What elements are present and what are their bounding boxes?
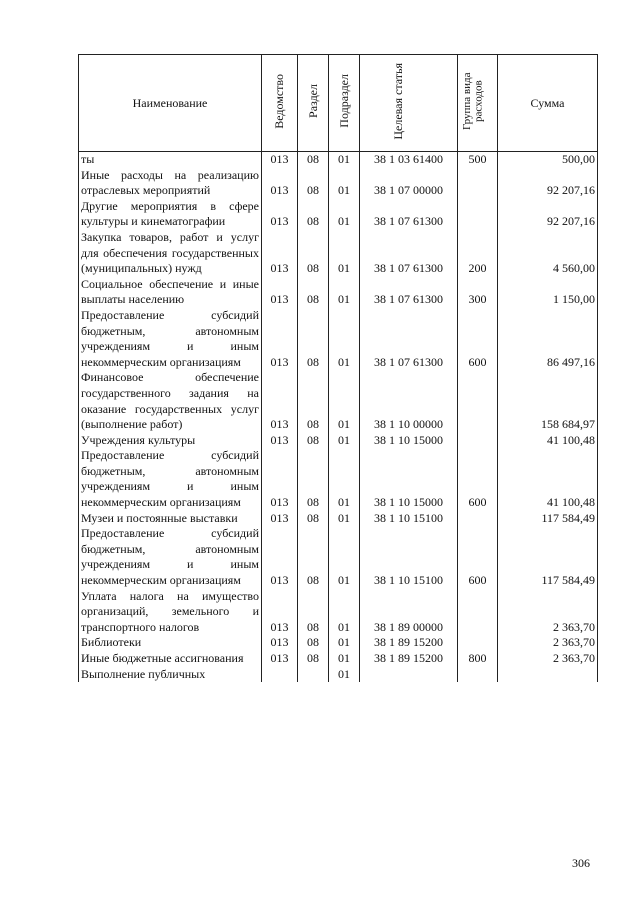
cell-grp	[458, 370, 498, 432]
cell-ved: 013	[262, 230, 298, 277]
cell-razdel: 08	[298, 589, 329, 636]
cell-name: Предоставление субсидий бюджетным, автономным учреждениям и иным некоммерческим организациям	[79, 448, 262, 510]
cell-sum: 41 100,48	[498, 448, 598, 510]
cell-razdel: 08	[298, 152, 329, 168]
cell-sum: 41 100,48	[498, 433, 598, 449]
cell-ved: 013	[262, 511, 298, 527]
cell-ved: 013	[262, 635, 298, 651]
cell-podrazdel: 01	[329, 651, 360, 667]
cell-sum: 117 584,49	[498, 526, 598, 588]
cell-name: Финансовое обеспечение государственного задания на оказание государственных услуг (выполнение работ)	[79, 370, 262, 432]
cell-ved: 013	[262, 308, 298, 370]
table-row	[79, 230, 598, 277]
cell-podrazdel: 01	[329, 635, 360, 651]
cell-ved: 013	[262, 651, 298, 667]
cell-podrazdel: 01	[329, 589, 360, 636]
cell-grp: 600	[458, 526, 498, 588]
cell-podrazdel: 01	[329, 370, 360, 432]
cell-podrazdel: 01	[329, 667, 360, 683]
cell-cel: 38 1 10 15000	[360, 433, 458, 449]
table-row	[79, 589, 598, 636]
cell-ved: 013	[262, 152, 298, 168]
cell-sum: 500,00	[498, 152, 598, 168]
cell-name: Другие мероприятия в сфере культуры и кинематографии	[79, 199, 262, 230]
cell-podrazdel: 01	[329, 511, 360, 527]
cell-razdel: 08	[298, 511, 329, 527]
table-row	[79, 433, 598, 449]
header-ved	[262, 55, 298, 152]
cell-podrazdel: 01	[329, 433, 360, 449]
table-row	[79, 635, 598, 651]
cell-podrazdel: 01	[329, 526, 360, 588]
cell-cel: 38 1 07 61300	[360, 277, 458, 308]
cell-ved: 013	[262, 433, 298, 449]
cell-ved: 013	[262, 199, 298, 230]
cell-razdel: 08	[298, 308, 329, 370]
cell-cel: 38 1 10 00000	[360, 370, 458, 432]
cell-razdel: 08	[298, 651, 329, 667]
cell-grp: 600	[458, 448, 498, 510]
header-podrazdel	[329, 55, 360, 152]
cell-cel: 38 1 07 61300	[360, 308, 458, 370]
table-row	[79, 667, 598, 683]
cell-grp	[458, 589, 498, 636]
cell-name: ты	[79, 152, 262, 168]
cell-ved	[262, 667, 298, 683]
cell-podrazdel: 01	[329, 308, 360, 370]
cell-grp	[458, 168, 498, 199]
table-row	[79, 168, 598, 199]
cell-razdel: 08	[298, 433, 329, 449]
cell-sum: 117 584,49	[498, 511, 598, 527]
cell-sum: 92 207,16	[498, 199, 598, 230]
cell-name: Учреждения культуры	[79, 433, 262, 449]
cell-name: Уплата налога на имущество организаций, земельного и транспортного налогов	[79, 589, 262, 636]
header-grp	[458, 55, 498, 152]
table-row	[79, 651, 598, 667]
table-row	[79, 511, 598, 527]
cell-sum: 2 363,70	[498, 651, 598, 667]
cell-ved: 013	[262, 589, 298, 636]
cell-razdel: 08	[298, 526, 329, 588]
cell-cel: 38 1 89 15200	[360, 635, 458, 651]
cell-sum: 92 207,16	[498, 168, 598, 199]
cell-ved: 013	[262, 168, 298, 199]
cell-sum: 1 150,00	[498, 277, 598, 308]
cell-razdel: 08	[298, 635, 329, 651]
cell-podrazdel: 01	[329, 277, 360, 308]
cell-cel: 38 1 10 15100	[360, 526, 458, 588]
cell-name: Выполнение публичных	[79, 667, 262, 683]
cell-cel: 38 1 07 00000	[360, 168, 458, 199]
header-name: Наименование	[79, 55, 262, 152]
cell-grp	[458, 511, 498, 527]
page-number: 306	[572, 856, 590, 870]
cell-sum: 2 363,70	[498, 635, 598, 651]
cell-grp: 600	[458, 308, 498, 370]
cell-razdel: 08	[298, 230, 329, 277]
cell-cel	[360, 667, 458, 683]
cell-cel: 38 1 07 61300	[360, 230, 458, 277]
table-row	[79, 308, 598, 370]
cell-podrazdel: 01	[329, 448, 360, 510]
budget-table	[78, 54, 598, 682]
cell-razdel: 08	[298, 277, 329, 308]
cell-razdel: 08	[298, 199, 329, 230]
cell-cel: 38 1 89 15200	[360, 651, 458, 667]
header-cel	[360, 55, 458, 152]
cell-name: Социальное обеспечение и иные выплаты населению	[79, 277, 262, 308]
header-ved-label: Ведомство	[272, 73, 287, 129]
table-row	[79, 370, 598, 432]
cell-name: Библиотеки	[79, 635, 262, 651]
table-row	[79, 448, 598, 510]
cell-sum: 4 560,00	[498, 230, 598, 277]
cell-grp	[458, 199, 498, 230]
cell-name: Закупка товаров, работ и услуг для обеспечения государственных (муниципальных) нужд	[79, 230, 262, 277]
cell-ved: 013	[262, 526, 298, 588]
header-razdel	[298, 55, 329, 152]
table-row	[79, 526, 598, 588]
cell-sum: 2 363,70	[498, 589, 598, 636]
table-row	[79, 277, 598, 308]
header-grp-label: Группа вида расходов	[460, 72, 485, 130]
cell-grp: 500	[458, 152, 498, 168]
header-podrazdel-label: Подраздел	[336, 74, 351, 128]
header-cel-label: Целевая статья	[390, 62, 405, 140]
cell-ved: 013	[262, 277, 298, 308]
cell-razdel: 08	[298, 370, 329, 432]
cell-grp: 300	[458, 277, 498, 308]
cell-cel: 38 1 10 15000	[360, 448, 458, 510]
cell-sum: 158 684,97	[498, 370, 598, 432]
cell-grp: 200	[458, 230, 498, 277]
header-row	[79, 55, 598, 152]
cell-cel: 38 1 10 15100	[360, 511, 458, 527]
cell-name: Музеи и постоянные выставки	[79, 511, 262, 527]
cell-name: Предоставление субсидий бюджетным, автономным учреждениям и иным некоммерческим организациям	[79, 526, 262, 588]
cell-razdel: 08	[298, 168, 329, 199]
cell-name: Иные расходы на реализацию отраслевых мероприятий	[79, 168, 262, 199]
table-row	[79, 199, 598, 230]
cell-grp	[458, 433, 498, 449]
cell-cel: 38 1 03 61400	[360, 152, 458, 168]
cell-podrazdel: 01	[329, 199, 360, 230]
cell-name: Предоставление субсидий бюджетным, автономным учреждениям и иным некоммерческим организациям	[79, 308, 262, 370]
header-razdel-label: Раздел	[305, 84, 320, 118]
cell-razdel	[298, 667, 329, 683]
cell-grp	[458, 635, 498, 651]
cell-podrazdel: 01	[329, 230, 360, 277]
cell-cel: 38 1 89 00000	[360, 589, 458, 636]
cell-cel: 38 1 07 61300	[360, 199, 458, 230]
cell-sum	[498, 667, 598, 683]
cell-podrazdel: 01	[329, 168, 360, 199]
budget-body	[79, 152, 598, 683]
cell-razdel: 08	[298, 448, 329, 510]
cell-sum: 86 497,16	[498, 308, 598, 370]
cell-ved: 013	[262, 448, 298, 510]
header-sum: Сумма	[498, 55, 598, 152]
cell-podrazdel: 01	[329, 152, 360, 168]
cell-ved: 013	[262, 370, 298, 432]
table-row	[79, 152, 598, 168]
cell-name: Иные бюджетные ассигнования	[79, 651, 262, 667]
cell-grp	[458, 667, 498, 683]
cell-grp: 800	[458, 651, 498, 667]
